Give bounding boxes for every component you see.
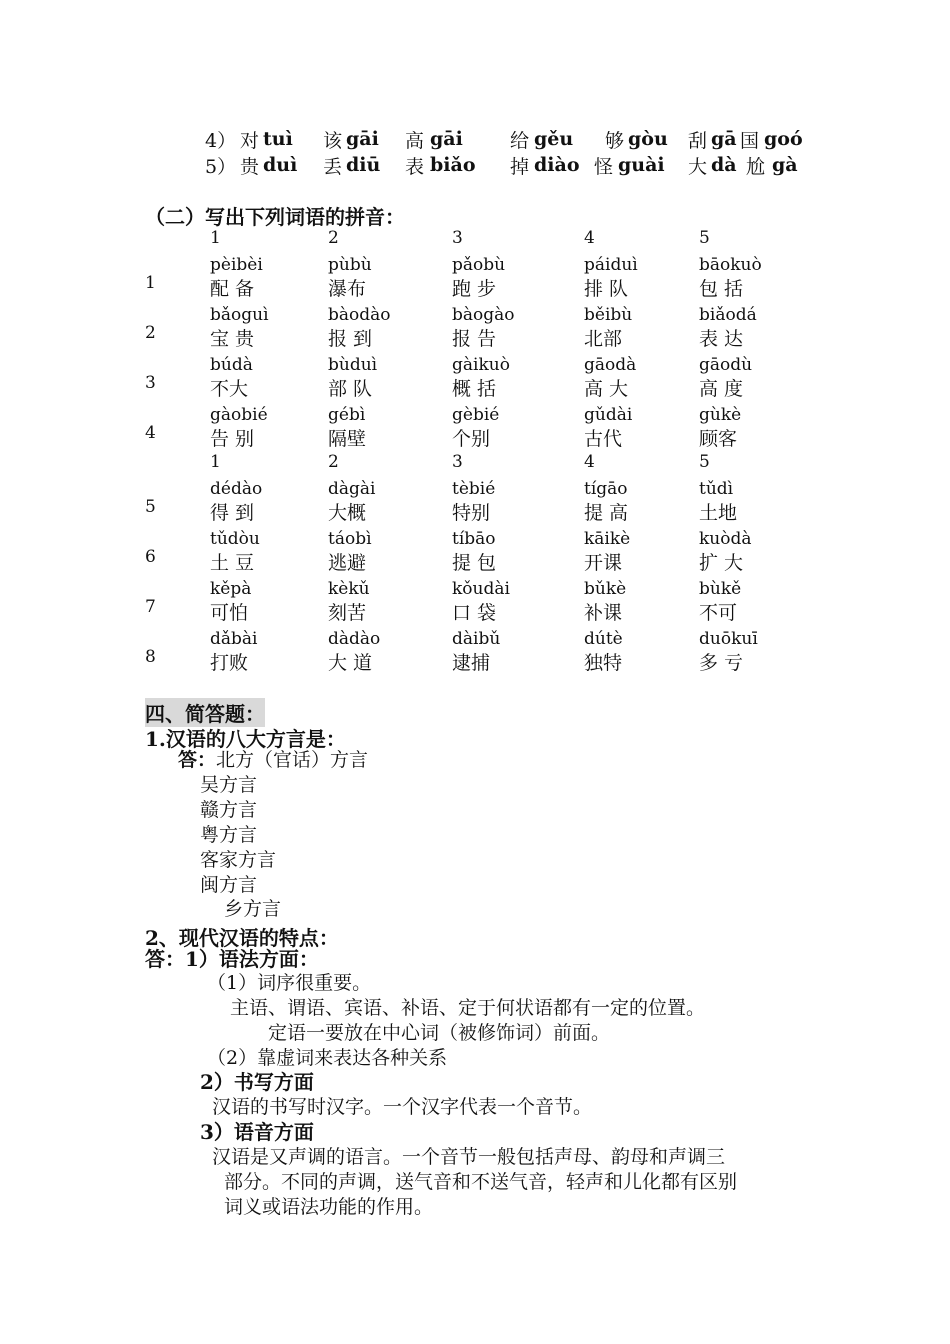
hanzi: 刮 bbox=[688, 130, 708, 152]
hanzi-cell: 跑 步 bbox=[452, 278, 497, 300]
dialect-item: 北方（官话）方言 bbox=[216, 749, 369, 771]
pinyin-cell: páiduì bbox=[584, 255, 638, 275]
grammar-detail: 定语一要放在中心词（被修饰词）前面。 bbox=[268, 1022, 611, 1044]
hanzi-cell: 扩 大 bbox=[699, 552, 744, 574]
pinyin: diào bbox=[534, 154, 580, 176]
hanzi-cell: 开课 bbox=[584, 552, 623, 574]
hanzi: 掉 bbox=[510, 156, 530, 178]
hanzi: 表 bbox=[405, 156, 425, 178]
hanzi: 大 bbox=[688, 156, 708, 178]
dialect-item: 闽方言 bbox=[200, 874, 258, 896]
pinyin: gā bbox=[711, 128, 737, 150]
pinyin-cell: pǎobù bbox=[452, 255, 506, 275]
dialect-item: 乡方言 bbox=[224, 898, 282, 920]
pinyin: dà bbox=[711, 154, 737, 176]
hanzi-cell: 配 备 bbox=[210, 278, 255, 300]
hanzi-cell: 提 高 bbox=[584, 502, 629, 524]
pinyin-cell: tǔdì bbox=[699, 479, 734, 499]
pinyin-cell: dédào bbox=[210, 479, 263, 499]
hanzi: 够 bbox=[605, 130, 625, 152]
pinyin: guài bbox=[618, 154, 665, 176]
hanzi-cell: 补课 bbox=[584, 602, 623, 624]
pinyin-cell: gǔdài bbox=[584, 405, 633, 425]
pinyin-cell: gèbié bbox=[452, 405, 500, 425]
row-number: 4 bbox=[145, 423, 156, 443]
row-number: 1 bbox=[145, 273, 156, 293]
hanzi-cell: 不大 bbox=[210, 378, 249, 400]
phonetic-text: 词义或语法功能的作用。 bbox=[224, 1196, 434, 1218]
hanzi-cell: 包 括 bbox=[699, 278, 744, 300]
pinyin-cell: gàikuò bbox=[452, 355, 510, 375]
column-header: 3 bbox=[452, 452, 463, 472]
pinyin-cell: gàobié bbox=[210, 405, 268, 425]
grammar-point: （1）词序很重要。 bbox=[207, 972, 372, 994]
row-prefix: 4） bbox=[205, 130, 237, 152]
section-title: 四、简答题： bbox=[145, 698, 265, 727]
row-number: 7 bbox=[145, 597, 156, 617]
column-header: 5 bbox=[699, 228, 710, 248]
hanzi: 该 bbox=[323, 130, 343, 152]
pinyin-cell: biǎodá bbox=[699, 305, 757, 325]
pinyin-cell: kěpà bbox=[210, 579, 252, 599]
hanzi-cell: 刻苦 bbox=[328, 602, 367, 624]
hanzi-cell: 瀑布 bbox=[328, 278, 367, 300]
phonetic-text: 汉语是又声调的语言。一个音节一般包括声母、韵母和声调三 bbox=[212, 1146, 726, 1168]
pinyin-cell: gāodà bbox=[584, 355, 637, 375]
hanzi-cell: 独特 bbox=[584, 652, 623, 674]
sub-heading: 3）语音方面 bbox=[200, 1120, 314, 1144]
hanzi-cell: 宝 贵 bbox=[210, 328, 255, 350]
hanzi-cell: 大概 bbox=[328, 502, 367, 524]
pinyin: gòu bbox=[628, 128, 668, 150]
hanzi-cell: 土 豆 bbox=[210, 552, 255, 574]
pinyin-cell: dàgài bbox=[328, 479, 376, 499]
hanzi-cell: 顾客 bbox=[699, 428, 738, 450]
pinyin-cell: tígāo bbox=[584, 479, 628, 499]
question-heading: 2、现代汉语的特点： bbox=[145, 926, 339, 950]
dialect-item: 赣方言 bbox=[200, 799, 258, 821]
pinyin-cell: bāokuò bbox=[699, 255, 762, 275]
row-prefix: 5） bbox=[205, 156, 237, 178]
column-header: 5 bbox=[699, 452, 710, 472]
pinyin-cell: bàogào bbox=[452, 305, 515, 325]
hanzi: 对 bbox=[240, 130, 260, 152]
hanzi-cell: 土地 bbox=[699, 502, 738, 524]
pinyin-cell: kèkǔ bbox=[328, 579, 370, 599]
pinyin-cell: gùkè bbox=[699, 405, 742, 425]
pinyin: goó bbox=[764, 128, 803, 150]
hanzi: 丢 bbox=[323, 156, 343, 178]
row-number: 6 bbox=[145, 547, 156, 567]
pinyin-cell: tíbāo bbox=[452, 529, 496, 549]
column-header: 4 bbox=[584, 228, 595, 248]
hanzi-cell: 可怕 bbox=[210, 602, 249, 624]
pinyin: tuì bbox=[263, 128, 293, 150]
pinyin-cell: pùbù bbox=[328, 255, 372, 275]
hanzi-cell: 提 包 bbox=[452, 552, 497, 574]
row-number: 2 bbox=[145, 323, 156, 343]
hanzi-cell: 排 队 bbox=[584, 278, 629, 300]
pinyin: biǎo bbox=[430, 154, 476, 176]
hanzi: 高 bbox=[405, 130, 425, 152]
pinyin-cell: pèibèi bbox=[210, 255, 263, 275]
pinyin-cell: búdà bbox=[210, 355, 253, 375]
hanzi-cell: 北部 bbox=[584, 328, 623, 350]
pinyin-cell: dàdào bbox=[328, 629, 381, 649]
pinyin: gāi bbox=[430, 128, 463, 150]
answer-line bbox=[145, 947, 319, 971]
hanzi-cell: 部 队 bbox=[328, 378, 373, 400]
row-number: 3 bbox=[145, 373, 156, 393]
column-header: 2 bbox=[328, 228, 339, 248]
pinyin-cell: duōkuī bbox=[699, 629, 758, 649]
dialect-item: 粤方言 bbox=[200, 824, 258, 846]
pinyin-cell: bùkě bbox=[699, 579, 742, 599]
pinyin-cell: bùduì bbox=[328, 355, 378, 375]
pinyin: gà bbox=[772, 154, 798, 176]
question-heading: 1.汉语的八大方言是： bbox=[145, 727, 346, 751]
pinyin: diū bbox=[346, 154, 381, 176]
grammar-detail: 主语、谓语、宾语、补语、定于何状语都有一定的位置。 bbox=[230, 997, 706, 1019]
pinyin-cell: dútè bbox=[584, 629, 623, 649]
pinyin-cell: kāikè bbox=[584, 529, 631, 549]
hanzi-cell: 表 达 bbox=[699, 328, 744, 350]
pinyin-cell: táobì bbox=[328, 529, 372, 549]
hanzi-cell: 报 告 bbox=[452, 328, 497, 350]
pinyin-cell: dàibǔ bbox=[452, 629, 501, 649]
answer-line bbox=[178, 748, 368, 772]
grammar-point: （2）靠虚词来表达各种关系 bbox=[207, 1047, 448, 1069]
pinyin-cell: běibù bbox=[584, 305, 633, 325]
hanzi-cell: 口 袋 bbox=[452, 602, 497, 624]
column-header: 3 bbox=[452, 228, 463, 248]
pinyin-cell: kuòdà bbox=[699, 529, 752, 549]
pinyin-cell: bàodào bbox=[328, 305, 391, 325]
pinyin-cell: bǔkè bbox=[584, 579, 627, 599]
hanzi-cell: 报 到 bbox=[328, 328, 373, 350]
hanzi-cell: 概 括 bbox=[452, 378, 497, 400]
pinyin-cell: gāodù bbox=[699, 355, 753, 375]
hanzi: 贵 bbox=[240, 156, 260, 178]
hanzi-cell: 多 亏 bbox=[699, 652, 744, 674]
dialect-item: 吴方言 bbox=[200, 774, 258, 796]
pinyin: gěu bbox=[534, 128, 574, 150]
section-title: （二）写出下列词语的拼音： bbox=[145, 205, 405, 229]
pinyin: duì bbox=[263, 154, 298, 176]
column-header: 4 bbox=[584, 452, 595, 472]
hanzi: 给 bbox=[510, 130, 530, 152]
column-header: 1 bbox=[210, 452, 221, 472]
pinyin-cell: gébì bbox=[328, 405, 366, 425]
hanzi-cell: 不可 bbox=[699, 602, 738, 624]
hanzi-cell: 高 大 bbox=[584, 378, 629, 400]
hanzi: 怪 bbox=[594, 156, 614, 178]
hanzi-cell: 高 度 bbox=[699, 378, 744, 400]
pinyin-cell: tǔdòu bbox=[210, 529, 260, 549]
column-header: 1 bbox=[210, 228, 221, 248]
hanzi-cell: 大 道 bbox=[328, 652, 373, 674]
phonetic-text: 部分。不同的声调，送气音和不送气音，轻声和儿化都有区别 bbox=[224, 1171, 738, 1193]
pinyin-cell: bǎoguì bbox=[210, 305, 269, 325]
hanzi-cell: 逮捕 bbox=[452, 652, 491, 674]
row-number: 8 bbox=[145, 647, 156, 667]
hanzi: 尬 bbox=[746, 156, 766, 178]
column-header: 2 bbox=[328, 452, 339, 472]
answer-label: 答： bbox=[178, 749, 217, 771]
row-number: 5 bbox=[145, 497, 156, 517]
pinyin-cell: dǎbài bbox=[210, 629, 258, 649]
pinyin-cell: kǒudài bbox=[452, 579, 510, 599]
hanzi: 国 bbox=[740, 130, 760, 152]
hanzi-cell: 个别 bbox=[452, 428, 491, 450]
hanzi-cell: 逃避 bbox=[328, 552, 367, 574]
hanzi-cell: 打败 bbox=[210, 652, 249, 674]
sub-heading: 1）语法方面： bbox=[185, 947, 319, 971]
hanzi-cell: 告 别 bbox=[210, 428, 255, 450]
hanzi-cell: 隔壁 bbox=[328, 428, 367, 450]
hanzi-cell: 特别 bbox=[452, 502, 491, 524]
pinyin-cell: tèbié bbox=[452, 479, 496, 499]
dialect-item: 客家方言 bbox=[200, 849, 277, 871]
pinyin: gāi bbox=[346, 128, 379, 150]
sub-heading: 2）书写方面 bbox=[200, 1070, 314, 1094]
hanzi-cell: 得 到 bbox=[210, 502, 255, 524]
writing-text: 汉语的书写时汉字。一个汉字代表一个音节。 bbox=[212, 1096, 593, 1118]
hanzi-cell: 古代 bbox=[584, 428, 623, 450]
answer-label: 答： bbox=[145, 947, 185, 971]
